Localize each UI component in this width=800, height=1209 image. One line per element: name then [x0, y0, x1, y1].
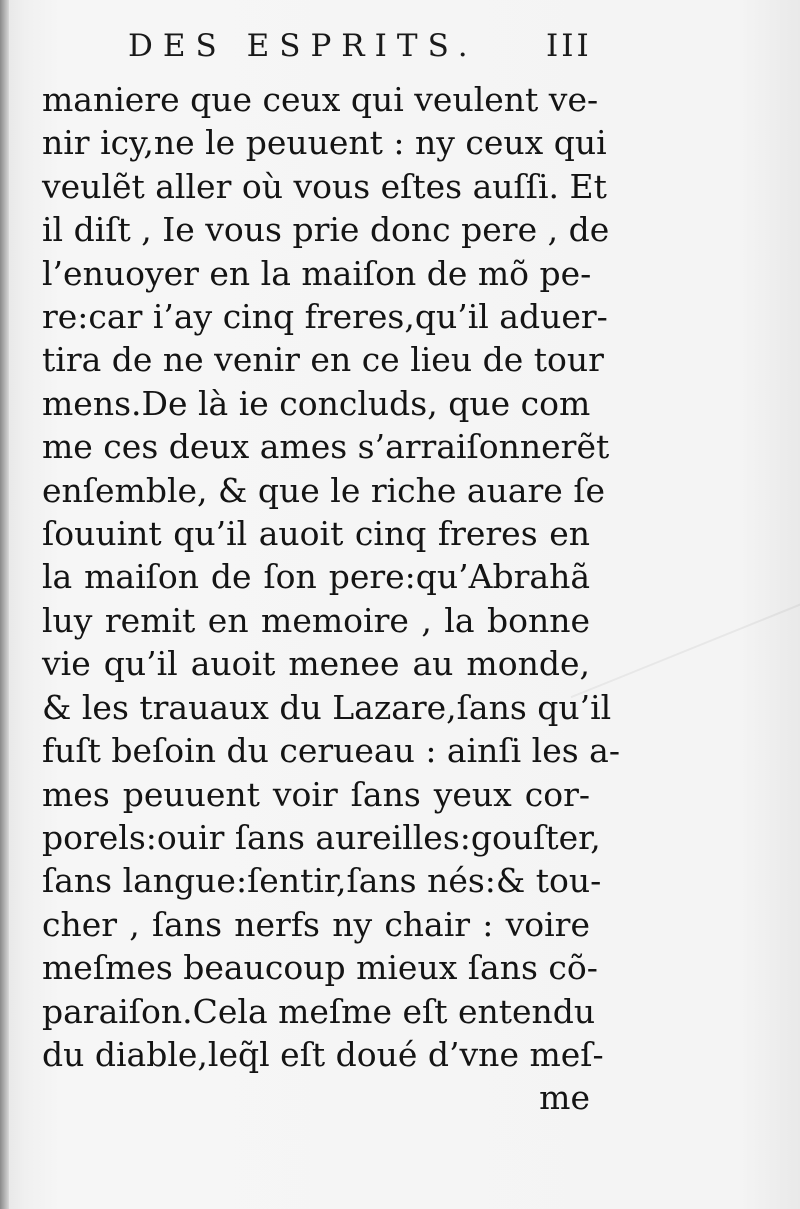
- text-line: tira de ne venir en ce lieu de tour: [42, 340, 604, 380]
- text-line: la maiſon de ſon pere:qu’Abrahã: [42, 557, 590, 597]
- text-line: l’enuoyer en la maiſon de mõ pe-: [42, 253, 592, 293]
- text-line: maniere que ceux qui veulent ve-: [42, 80, 599, 119]
- text-line: porels:ouir ſans aureilles:gouſter,: [42, 817, 601, 857]
- text-line: mens.De là ie concluds, que com: [42, 383, 591, 423]
- text-line: mes peuuent voir ſans yeux cor-: [42, 774, 590, 814]
- running-title: DES ESPRITS.: [128, 28, 478, 64]
- body-text: [42, 78, 620, 1120]
- text-line: meſmes beaucoup mieux ſans cõ-: [42, 948, 598, 988]
- text-line: paraiſon.Cela meſme eſt entendu: [42, 991, 596, 1031]
- text-line: du diable,leq̃l eſt doué d’vne meſ-: [42, 1034, 604, 1074]
- text-line: veulẽt aller où vous eſtes auſſi. Et: [42, 166, 607, 206]
- page-crease: [571, 584, 800, 698]
- text-line: luy remit en memoire , la bonne: [42, 600, 590, 640]
- text-line: ſans langue:ſentir,ſans nés:& tou-: [42, 861, 602, 901]
- catchword: me: [539, 1078, 590, 1118]
- text-line: & les trauaux du Lazare,ſans qu’il: [42, 687, 612, 727]
- text-line: re:car i’ay cinq freres,qu’il aduer-: [42, 297, 608, 337]
- text-line: enſemble, & que le riche auare ſe: [42, 470, 606, 510]
- text-line: fuſt beſoin du cerueau : ainſi les a-: [42, 731, 620, 771]
- page-number: III: [546, 28, 592, 64]
- page-gutter-shadow: [0, 0, 9, 1209]
- text-line: cher , ſans nerfs ny chair : voire: [42, 904, 590, 944]
- text-line: vie qu’il auoit menee au monde,: [42, 644, 590, 684]
- text-line: il diſt , Ie vous prie donc pere , de: [42, 210, 610, 250]
- text-line: nir icy,ne le peuuent : ny ceux qui: [42, 123, 607, 163]
- text-line: ſouuint qu’il auoit cinq freres en: [42, 514, 590, 554]
- text-line: me ces deux ames s’arraiſonnerẽt: [42, 427, 610, 467]
